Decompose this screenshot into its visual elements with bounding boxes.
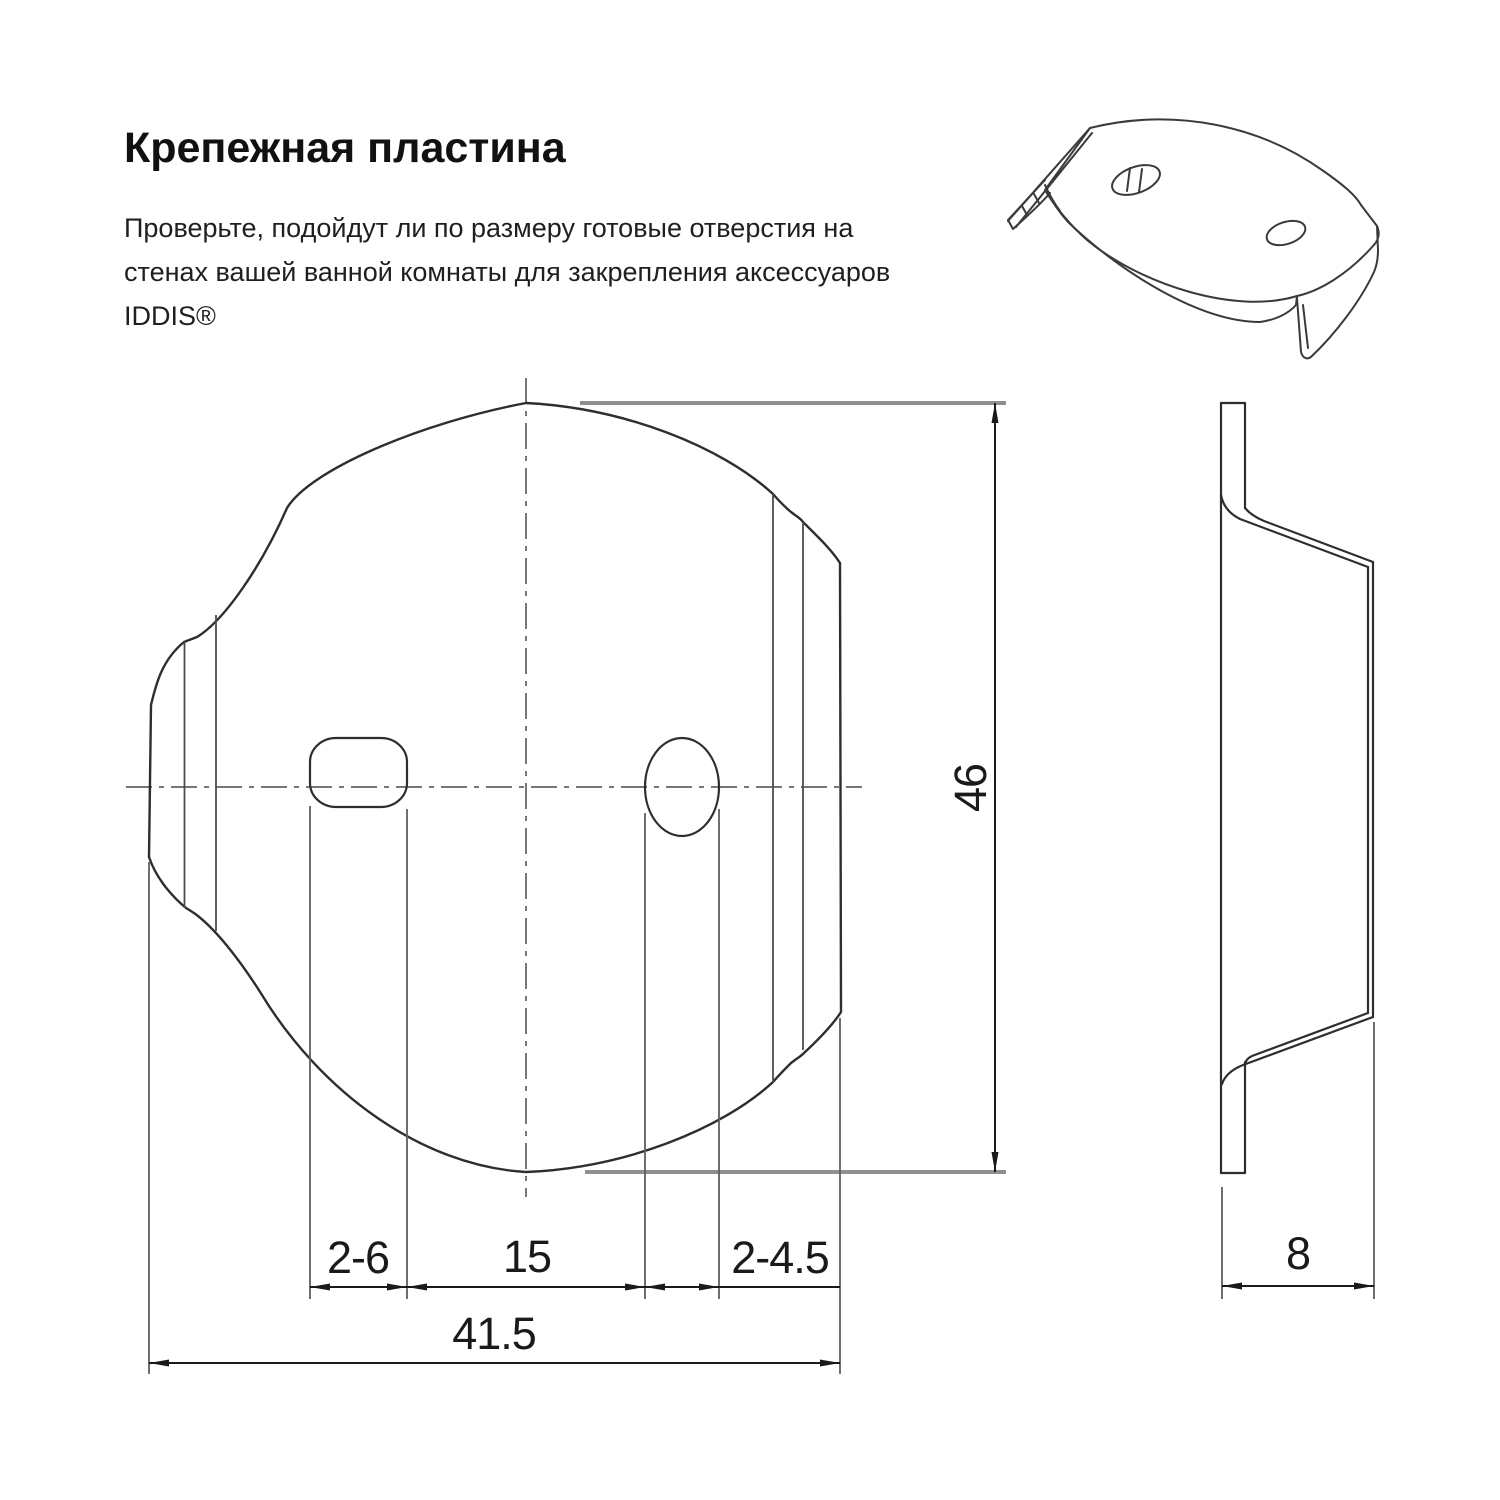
iso-tab-bend-curve	[1045, 185, 1060, 211]
side-upper-bend-inner	[1245, 508, 1373, 562]
iso-slot-hole-detail	[1127, 168, 1130, 191]
page-title: Крепежная пластина	[124, 124, 566, 172]
iso-back-edge-inner	[1016, 133, 1092, 227]
iso-slot-hole	[1108, 159, 1164, 201]
side-upper-bend-outer	[1221, 495, 1368, 567]
dim-label-hole-width: 2-4.5	[731, 1232, 829, 1283]
iso-right-wall-inner-edge	[1303, 305, 1308, 348]
iso-left-tab	[1008, 180, 1050, 229]
dim-label-plate-width: 41.5	[452, 1308, 536, 1359]
page-subtitle: Проверьте, подойдут ли по размеру готовые отверстия на стенах вашей ванной комнаты для закрепления аксессуаров IDDIS®	[124, 213, 891, 331]
dim-label-holes-distance: 15	[502, 1231, 552, 1282]
isometric-view	[1008, 119, 1379, 358]
iso-oval-hole	[1264, 216, 1309, 249]
dim-label-plate-height: 46	[945, 763, 996, 813]
iso-slot-hole-detail	[1139, 169, 1142, 192]
dim-label-plate-depth: 8	[1285, 1228, 1311, 1279]
side-view	[1221, 403, 1374, 1299]
front-view	[126, 378, 1006, 1374]
iso-top-face	[1045, 119, 1379, 301]
dim-label-slot-width: 2-6	[326, 1232, 390, 1283]
left-slot-hole	[310, 738, 407, 807]
iso-left-tab-tick	[1022, 206, 1027, 215]
